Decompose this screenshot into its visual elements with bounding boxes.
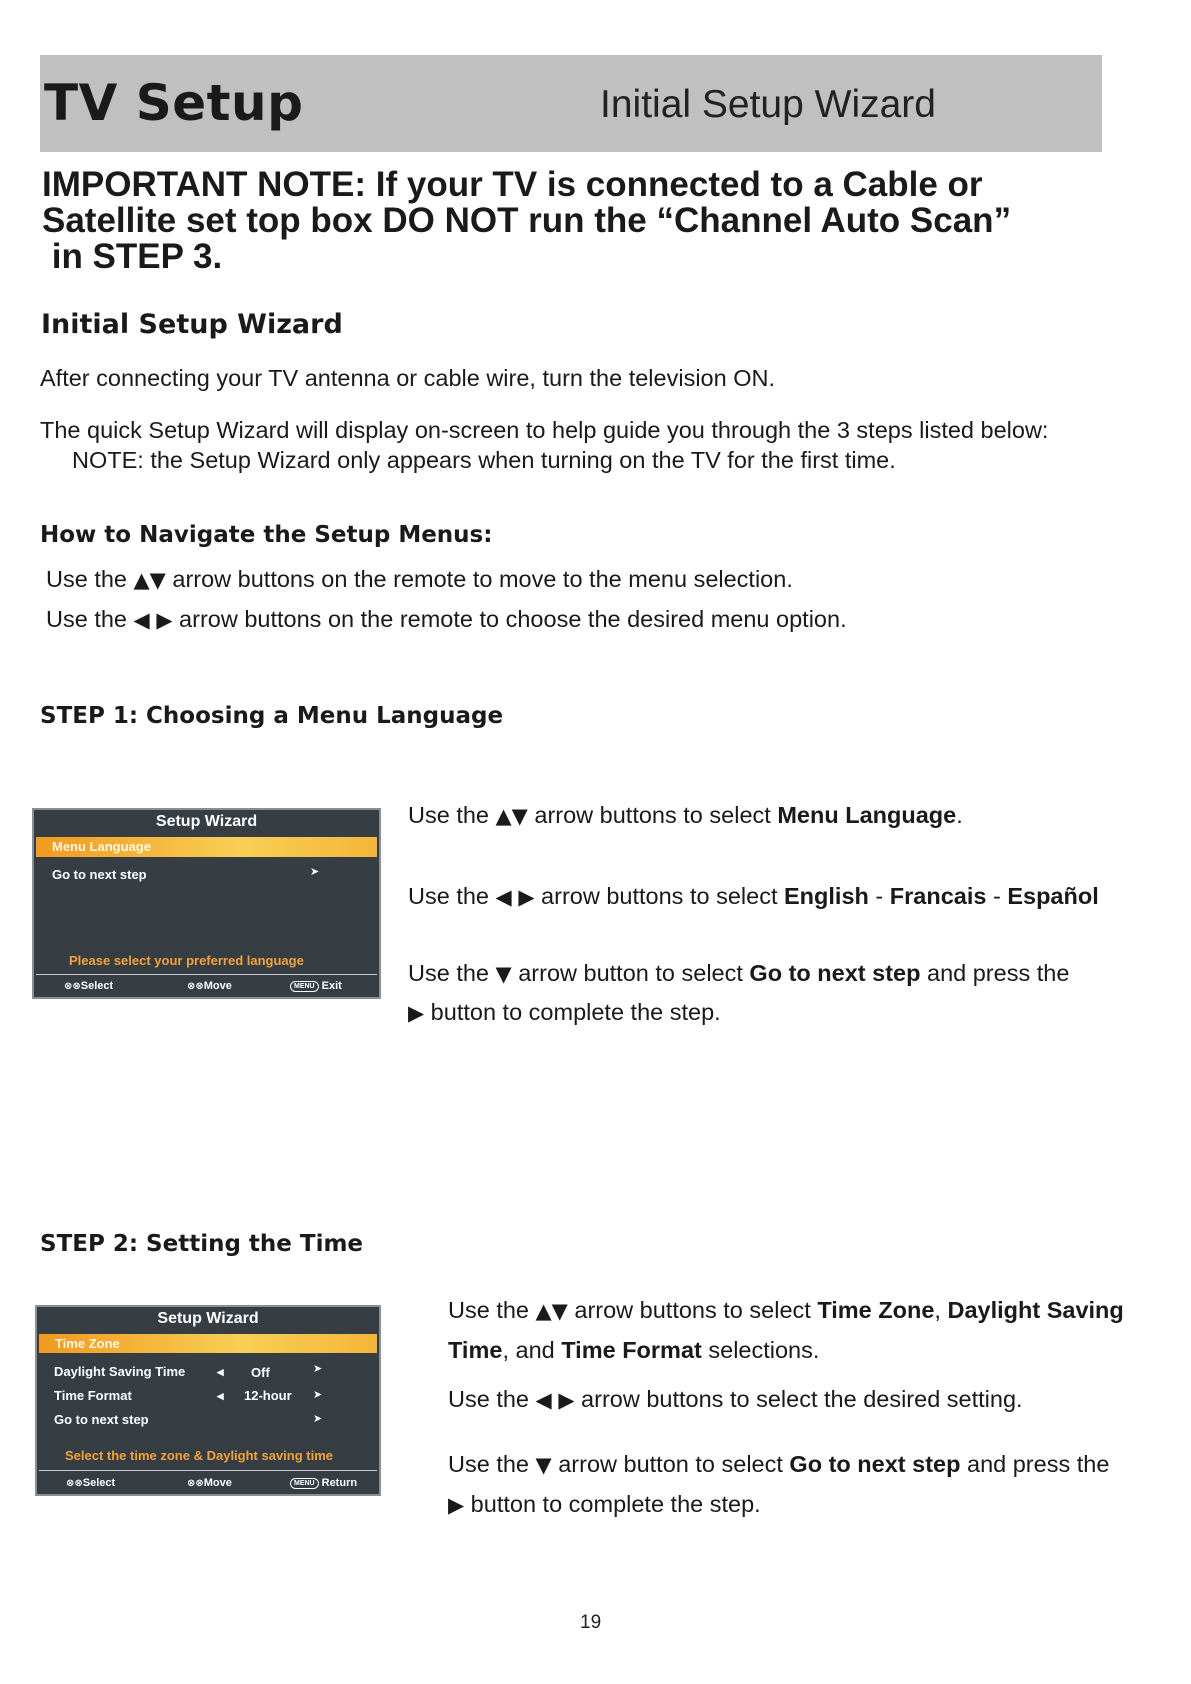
text: , [934,1297,948,1323]
text: Go to next step [749,960,921,986]
up-down-arrow-icon: ▲▼ [495,804,528,828]
text: arrow buttons on the remote to choose the desired menu option. [172,606,847,632]
menu-hint: Select the time zone & Daylight saving time [65,1448,334,1463]
footer-select [66,1477,115,1489]
text: Menu Language [777,802,957,828]
text: Use the [408,960,496,986]
step1-instruction [408,801,963,830]
section-heading-initial-setup: Initial Setup Wizard [41,309,343,340]
step2-instruction [448,1296,1124,1325]
text: Use the [46,566,134,592]
text: arrow buttons to select [567,1297,818,1323]
text: Move [203,980,232,992]
text: arrow buttons to select the desired setting. [574,1386,1023,1412]
menu-item-time-zone[interactable]: Time Zone [39,1334,377,1353]
page-number: 19 [580,1612,602,1633]
select-buttons-icon: ⊗⊗ [64,981,81,992]
left-right-arrow-icon: ◀ ▶ [133,608,173,632]
text: . [956,802,963,828]
text: arrow buttons on the remote to move to the menu selection. [165,566,793,592]
important-note-line: IMPORTANT NOTE: If your TV is connected to a Cable or [42,165,983,204]
menu-item-daylight-saving-time[interactable]: Daylight Saving Time [54,1364,186,1379]
step2-heading: STEP 2: Setting the Time [40,1231,364,1257]
navigate-line [46,605,847,634]
text: - [868,883,890,909]
text: Use the [448,1297,536,1323]
chevron-left-icon[interactable]: ◂ [217,1364,224,1379]
footer-exit [290,980,342,992]
setup-wizard-menu-step1 [32,808,381,999]
section-heading-navigate: How to Navigate the Setup Menus: [40,522,493,548]
menu-title: Setup Wizard [157,1310,259,1327]
text: Time Zone [817,1297,935,1323]
text: Exit [321,980,342,992]
page-subtitle: Initial Setup Wizard [600,83,936,126]
menu-item-menu-language[interactable]: Menu Language [36,837,377,857]
step1-instruction [408,998,721,1027]
footer-select [64,980,113,992]
text: - [986,883,1008,909]
step2-instruction [448,1336,819,1364]
chevron-right-icon[interactable]: ➤ [313,1412,323,1425]
menu-divider [36,974,377,975]
left-right-arrow-icon: ◀ ▶ [495,885,535,909]
text: Use the [408,883,496,909]
down-arrow-icon: ▼ [535,1453,552,1477]
text: Return [321,1477,358,1489]
chevron-right-icon[interactable]: ➤ [313,1388,323,1401]
menu-key-icon: MENU [290,981,319,992]
text: Select [80,980,114,992]
footer-move [187,980,232,992]
setting-value: Off [251,1365,270,1380]
menu-title: Setup Wizard [155,813,258,830]
text: Daylight Saving [947,1297,1124,1323]
text: button to complete the step. [464,1491,761,1517]
setting-value: 12-hour [244,1388,292,1403]
left-right-arrow-icon: ◀ ▶ [535,1388,575,1412]
text: Go to next step [789,1451,961,1477]
move-buttons-icon: ⊗⊗ [187,1478,204,1489]
move-buttons-icon: ⊗⊗ [187,981,204,992]
step1-heading: STEP 1: Choosing a Menu Language [40,703,504,729]
intro-paragraph: The quick Setup Wizard will display on-screen to help guide you through the 3 steps listed below: [40,417,1049,443]
text: arrow buttons to select [527,802,778,828]
chevron-left-icon[interactable]: ◂ [217,1388,224,1403]
important-note-line: in STEP 3. [42,237,223,276]
important-note-line: Satellite set top box DO NOT run the “Channel Auto Scan” [42,201,1012,240]
right-arrow-icon: ▶ [408,1001,425,1025]
text: selections. [701,1337,820,1363]
text: arrow buttons to select [534,883,784,909]
navigate-line [46,565,793,594]
page-title: TV Setup [44,74,304,132]
text: Use the [448,1451,536,1477]
text: Español [1007,883,1099,909]
chevron-right-icon[interactable]: ➤ [313,1362,323,1375]
text: Use the [448,1386,536,1412]
text: and press the [920,960,1070,986]
important-note [42,167,1122,275]
text: Time Format [561,1337,702,1363]
setup-wizard-menu-step2 [35,1305,381,1496]
step2-instruction [448,1385,1023,1414]
down-arrow-icon: ▼ [495,962,512,986]
step2-instruction [448,1490,761,1519]
text: , and [502,1337,562,1363]
footer-move [187,1477,232,1489]
text: Use the [408,802,496,828]
text: button to complete the step. [424,999,721,1025]
text: arrow button to select [511,960,750,986]
intro-note: NOTE: the Setup Wizard only appears when turning on the TV for the first time. [72,447,896,473]
text: Francais [889,883,987,909]
step2-instruction [448,1450,1109,1479]
intro-paragraph: After connecting your TV antenna or cable wire, turn the television ON. [40,365,775,391]
right-arrow-icon: ▶ [448,1493,465,1517]
text: arrow button to select [551,1451,790,1477]
text: Time [448,1337,503,1363]
text: Use the [46,606,134,632]
text: Move [203,1477,232,1489]
step1-instruction [408,882,1099,911]
text: and press the [960,1451,1110,1477]
up-down-arrow-icon: ▲▼ [133,568,166,592]
menu-divider [39,1470,377,1471]
menu-key-icon: MENU [290,1478,319,1489]
menu-hint: Please select your preferred language [69,953,304,968]
step1-instruction [408,959,1069,988]
chevron-right-icon: ➤ [310,865,320,878]
footer-return [290,1477,357,1489]
menu-item-go-to-next-step[interactable]: Go to next step [52,867,147,882]
text: English [784,883,869,909]
select-buttons-icon: ⊗⊗ [66,1478,83,1489]
up-down-arrow-icon: ▲▼ [535,1299,568,1323]
menu-item-time-format[interactable]: Time Format [54,1388,132,1403]
text: Select [82,1477,116,1489]
menu-item-go-to-next-step[interactable]: Go to next step [54,1412,149,1427]
